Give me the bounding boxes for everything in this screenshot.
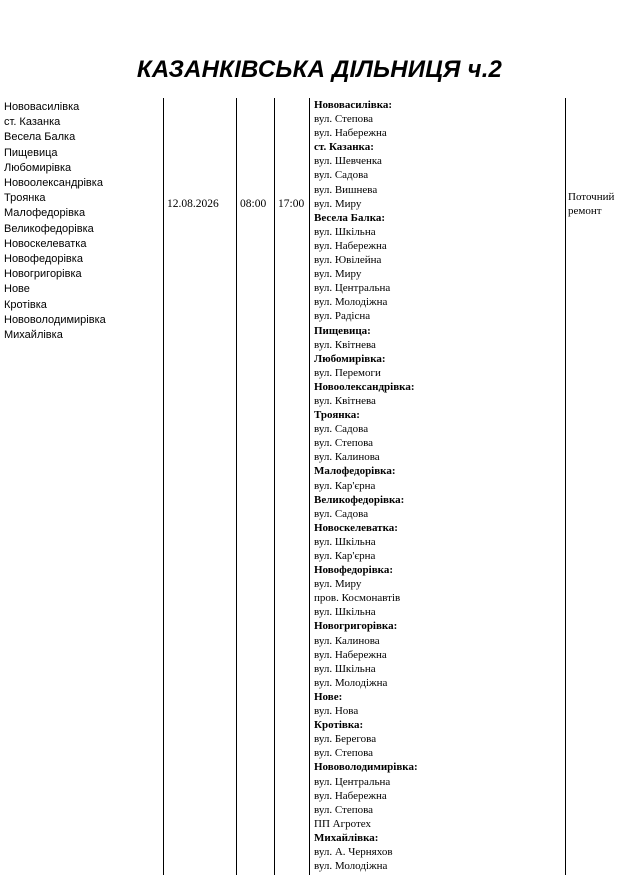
village-item: Новоолександрівка [4,177,103,190]
outage-end-time: 17:00 [278,198,305,210]
street-item: вул. Квітнева [314,394,376,407]
street-item: вул. Степова [314,803,374,816]
reason-line: ремонт [568,205,602,217]
settlement-heading: Новофедорівка: [314,564,394,577]
settlement-heading: Любомирівка: [314,352,386,365]
page-title: КАЗАНКІВСЬКА ДІЛЬНИЦЯ ч.2 [136,56,503,83]
street-item: вул. Ювілейна [314,254,382,267]
village-list [4,100,106,343]
table-divider [236,98,237,875]
street-item: вул. Молодіжна [314,676,388,689]
settlement-heading: Нововолодимирівка: [314,761,418,774]
street-item: вул. Миру [314,268,362,281]
street-item: вул. А. Черняхов [314,845,393,858]
street-item: вул. Степова [314,747,374,760]
village-item: Нововасилівка [4,101,80,113]
table-divider [163,98,164,875]
settlement-heading: Михайлівка: [314,831,379,844]
street-item: вул. Вишнева [314,183,378,196]
street-item: вул. Шкільна [314,225,376,238]
street-item: вул. Квітнева [314,338,376,351]
street-item: вул. Набережна [314,789,387,802]
street-item: вул. Садова [314,423,369,436]
settlement-heading: Троянка: [314,409,360,422]
street-item: вул. Берегова [314,733,377,746]
street-item: вул. Шкільна [314,662,376,675]
street-item: вул. Центральна [314,775,391,788]
street-item: вул. Шкільна [314,535,376,548]
settlement-heading: Новогригорівка: [314,620,398,633]
village-item: ст. Казанка [4,116,61,129]
street-item: вул. Садова [314,507,369,520]
village-item: Весела Балка [4,131,76,144]
street-item: вул. Молодіжна [314,860,388,873]
street-item: вул. Миру [314,578,362,591]
settlement-heading: Весела Балка: [314,211,386,224]
settlement-heading: Малофедорівка: [314,465,396,478]
village-item: Малофедорівка [4,207,86,220]
settlement-heading: Пищевица: [314,324,371,337]
street-item: вул. Кар'єрна [314,479,376,492]
street-item: вул. Садова [314,169,369,182]
street-item: вул. Калинова [314,451,380,464]
settlement-heading: Нове: [314,690,343,703]
street-item: пров. Космонавтів [314,592,401,605]
street-item: вул. Перемоги [314,366,381,379]
village-item: Нововолодимирівка [4,313,106,326]
settlement-heading: Великофедорівка: [314,493,405,506]
settlement-heading: Новоолександрівка: [314,380,415,393]
street-item: вул. Набережна [314,648,387,661]
table-divider [565,98,566,875]
table-divider [274,98,275,875]
village-item: Новоскелеватка [4,237,87,250]
street-item: вул. Радісна [314,310,371,323]
village-item: Пищевица [4,146,58,159]
village-item: Нове [4,283,30,296]
outage-start-time: 08:00 [240,198,267,210]
street-item: вул. Миру [314,197,362,210]
village-item: Троянка [4,192,46,205]
street-item: вул. Кар'єрна [314,550,376,562]
street-item: вул. Шевченка [314,155,382,168]
street-item: вул. Степова [314,113,374,126]
outage-date: 12.08.2026 [167,198,219,210]
street-item: вул. Степова [314,437,374,450]
table-divider [309,98,310,875]
street-item: вул. Калинова [314,634,380,647]
outage-reason [568,190,634,218]
street-list [314,98,418,873]
street-item: вул. Нова [314,705,359,718]
settlement-heading: Нововасилівка: [314,99,393,111]
village-item: Великофедорівка [4,222,94,235]
street-item: вул. Шкільна [314,606,376,619]
settlement-heading: ст. Казанка: [314,141,374,154]
village-item: Михайлівка [4,329,63,342]
village-item: Любомирівка [4,161,72,174]
street-item: вул. Набережна [314,127,387,140]
settlement-heading: Кротівка: [314,719,364,732]
settlement-heading: Новоскелеватка: [314,521,398,534]
street-item: вул. Центральна [314,282,391,295]
village-item: Кротівка [4,298,47,311]
village-item: Новофедорівка [4,253,83,266]
village-item: Новогригорівка [4,268,82,281]
reason-line: Поточний [568,191,615,203]
street-item: ПП Агротех [314,817,371,830]
street-item: вул. Набережна [314,239,387,252]
street-item: вул. Молодіжна [314,296,388,309]
